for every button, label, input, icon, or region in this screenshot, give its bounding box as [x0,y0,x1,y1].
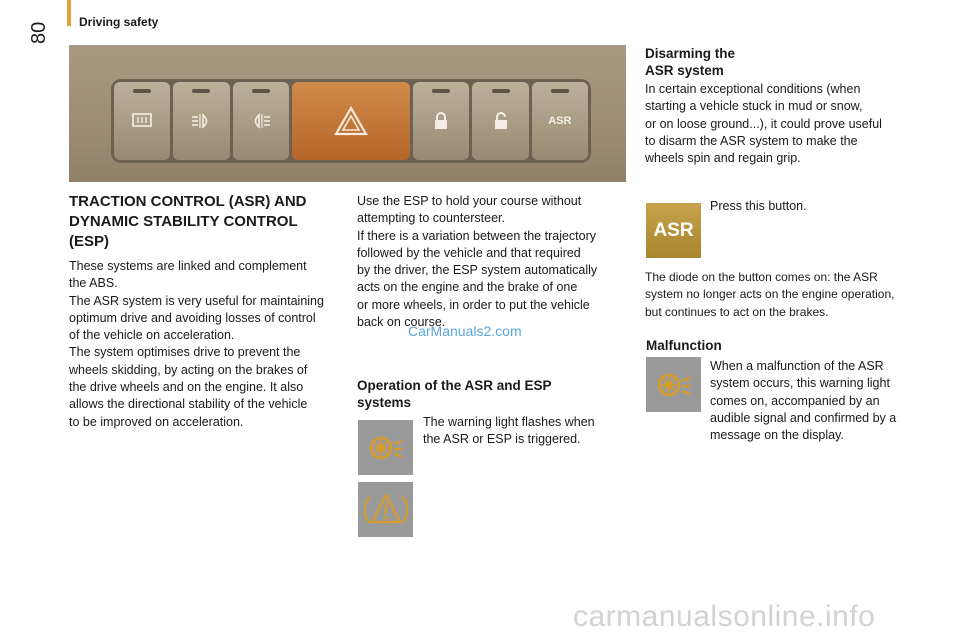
press-instruction: Press this button. [710,199,807,213]
diode-text [645,269,920,321]
text-line: acts on the engine and the brake of one [357,280,578,295]
heading-line: ASR system [645,63,724,78]
operation-text [423,414,623,449]
switch-led [432,89,450,93]
text-line: to disarm the ASR system to make the [645,133,858,148]
asr-button-illustration [646,203,701,258]
text-line: the ASR or ESP is triggered. [423,432,581,447]
text-line: the ABS. [69,276,118,291]
text-line: The diode on the button comes on: the ASR [645,270,878,284]
text-line: optimum drive and avoiding losses of control [69,310,316,325]
switch-led [492,89,510,93]
text-line: The ASR system is very useful for maintaining [69,293,324,308]
asr-button-label: ASR [653,219,694,241]
padlock-closed-icon [432,111,450,131]
asr-esp-warning-icon [366,433,406,463]
switch-led [133,89,151,93]
rear-demist-icon [131,112,153,130]
text-line: of the vehicle on acceleration. [69,328,235,343]
text-line: wheels spin and regain grip. [645,151,801,166]
text-line: If there is a variation between the trajectory [357,228,597,243]
text-line: These systems are linked and complement [69,259,307,273]
page-number: 80 [28,21,50,44]
asr-esp-warning-light [358,420,413,475]
text-line: audible signal and confirmed by a [710,410,897,425]
switch-strip [111,79,591,163]
front-fog-switch [173,82,229,160]
malfunction-text [710,358,920,444]
watermark-link[interactable]: CarManuals2.com [408,323,522,339]
dashboard-switch-panel-photo [69,45,626,182]
rear-fog-icon [250,112,272,130]
operation-heading: Operation of the ASR and ESP systems [357,378,552,410]
intro-text [69,258,341,431]
asr-switch [532,82,588,160]
malfunction-heading: Malfunction [646,338,722,353]
text-line: system no longer acts on the engine operation, [645,287,895,302]
text-line: followed by the vehicle and that required [357,245,581,260]
rear-fog-switch [233,82,289,160]
text-line: the drive wheels and on the engine. It also [69,380,304,395]
text-line: When a malfunction of the ASR [710,359,884,373]
malfunction-warning-light [646,357,701,412]
central-locking-switch [413,82,469,160]
text-line: or more wheels, in order to put the vehicle [357,297,590,312]
switch-led [252,89,270,93]
disarming-heading [645,45,845,79]
text-line: message on the display. [710,428,844,443]
text-line: The warning light flashes when [423,415,595,429]
switch-led [551,89,569,93]
front-fog-icon [190,112,212,130]
text-line: starting a vehicle stuck in mud or snow, [645,99,863,114]
switch-led [192,89,210,93]
hazard-triangle-icon [334,106,368,136]
esp-text [357,193,625,331]
footer-watermark: carmanualsonline.info [573,600,876,633]
text-line: system occurs, this warning light [710,376,890,391]
text-line: allows the directional stability of the vehicle [69,397,308,412]
text-line: comes on, accompanied by an [710,393,880,408]
section-accent-bar [67,0,71,26]
text-line: or on loose ground...), it could prove useful [645,116,882,131]
page-title: TRACTION CONTROL (ASR) AND DYNAMIC STABILITY CONTROL (ESP) [69,193,307,250]
text-line: by the driver, the ESP system automatically [357,263,598,278]
text-line: In certain exceptional conditions (when [645,82,861,96]
hazard-warning-icon [364,490,408,530]
section-label: Driving safety [79,15,159,29]
text-line: The system optimises drive to prevent the [69,345,301,360]
text-line: wheels skidding, by acting on the brakes of [69,362,308,377]
central-unlocking-switch [472,82,528,160]
hazard-warning-light [358,482,413,537]
text-line: attempting to countersteer. [357,211,506,226]
text-line: but continues to act on the brakes. [645,304,829,319]
padlock-open-icon [492,111,510,131]
text-line: back on course. [357,315,446,330]
asr-switch-label: ASR [548,115,572,127]
rear-demist-switch [114,82,170,160]
heading-line: Disarming the [645,46,736,61]
text-line: Use the ESP to hold your course without [357,194,582,208]
hazard-warning-switch [292,82,410,160]
text-line: to be improved on acceleration. [69,414,244,429]
asr-malfunction-icon [654,370,694,400]
disarming-text [645,81,915,167]
